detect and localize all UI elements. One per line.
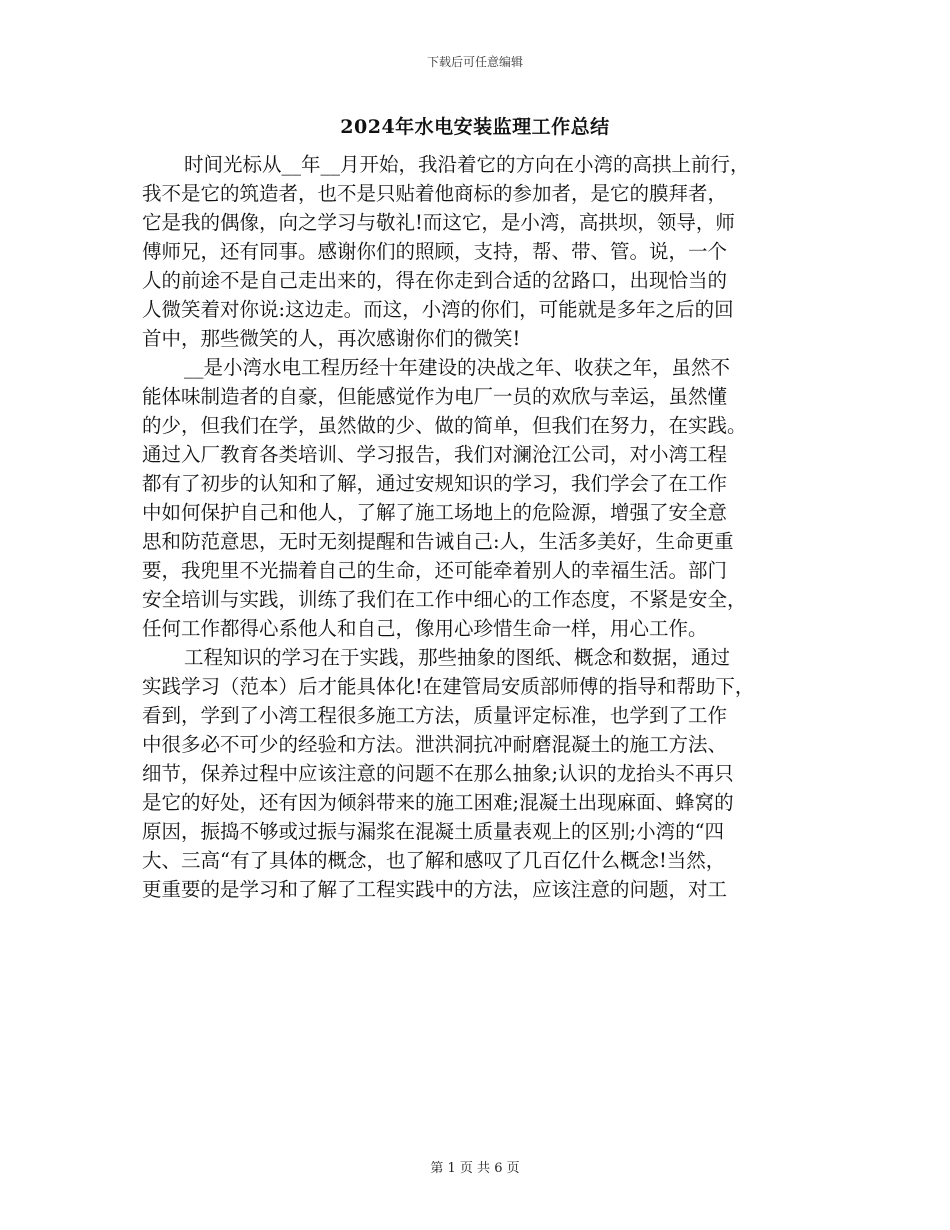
paragraph-3 — [142, 643, 814, 904]
text-line: 都有了初步的认知和了解，通过安规知识的学习，我们学会了在工作 — [142, 472, 728, 495]
text-line: 实践学习（范本）后才能具体化!在建管局安质部师傅的指导和帮助下， — [142, 675, 755, 698]
text-line: 中很多必不可少的经验和方法。泄洪洞抗冲耐磨混凝土的施工方法、 — [142, 733, 728, 756]
text-line: 大、三高“有了具体的概念，也了解和感叹了几百亿什么概念!当然， — [142, 849, 726, 872]
text-line: 思和防范意思，无时无刻提醒和告诫自己:人，生活多美好，生命更重 — [142, 530, 734, 553]
text-line: 通过入厂教育各类培训、学习报告，我们对澜沧江公司，对小湾工程 — [142, 443, 728, 466]
page-number: 第 1 页 共 6 页 — [430, 1161, 520, 1176]
page-header-note: 下载后可任意编辑 — [426, 55, 523, 69]
text-line: 人的前途不是自己走出来的，得在你走到合适的岔路口，出现恰当的 — [142, 269, 728, 292]
text-line: 看到，学到了小湾工程很多施工方法，质量评定标准，也学到了工作 — [142, 704, 728, 727]
document-title: 2024年水电安装监理工作总结 — [340, 116, 610, 138]
paragraph-2 — [142, 353, 814, 643]
text-line: 安全培训与实践，训练了我们在工作中细心的工作态度，不紧是安全， — [142, 588, 747, 611]
text-line: 的少，但我们在学，虽然做的少、做的简单，但我们在努力，在实践。 — [142, 414, 747, 437]
text-line: 细节，保养过程中应该注意的问题不在那么抽象;认识的龙抬头不再只 — [142, 762, 734, 785]
text-line: 能体味制造者的自豪，但能感觉作为电厂一员的欢欣与幸运，虽然懂 — [142, 385, 728, 408]
text-line: 原因，振捣不够或过振与漏浆在混凝土质量表观上的区别;小湾的“四 — [142, 820, 725, 843]
text-line: 更重要的是学习和了解了工程实践中的方法，应该注意的问题，对工 — [142, 878, 728, 901]
text-line: 人微笑着对你说:这边走。而这，小湾的你们，可能就是多年之后的回 — [142, 298, 734, 321]
text-line: 是它的好处，还有因为倾斜带来的施工困难;混凝土出现麻面、蜂窝的 — [142, 791, 734, 814]
text-line: 傅师兄，还有同事。感谢你们的照顾，支持，帮、带、管。说，一个 — [142, 240, 728, 263]
document-body — [142, 150, 814, 904]
text-line: 工程知识的学习在于实践，那些抽象的图纸、概念和数据，通过 — [184, 646, 731, 669]
text-line: 要，我兜里不光揣着自己的生命，还可能牵着别人的幸福生活。部门 — [142, 559, 728, 582]
text-line: 它是我的偶像，向之学习与敬礼!而这它，是小湾，高拱坝，领导，师 — [142, 211, 735, 234]
text-line: 我不是它的筑造者，也不是只贴着他商标的参加者，是它的膜拜者， — [142, 182, 728, 205]
text-line: 任何工作都得心系他人和自己，像用心珍惜生命一样，用心工作。 — [142, 617, 708, 640]
paragraph-1 — [142, 150, 814, 353]
text-line: 时间光标从__年__月开始，我沿着它的方向在小湾的高拱上前行， — [184, 153, 750, 176]
text-line: 首中，那些微笑的人，再次感谢你们的微笑! — [142, 327, 521, 350]
text-line: 中如何保护自己和他人，了解了施工场地上的危险源，增强了安全意 — [142, 501, 728, 524]
text-line: __是小湾水电工程历经十年建设的决战之年、收获之年，虽然不 — [184, 356, 731, 379]
